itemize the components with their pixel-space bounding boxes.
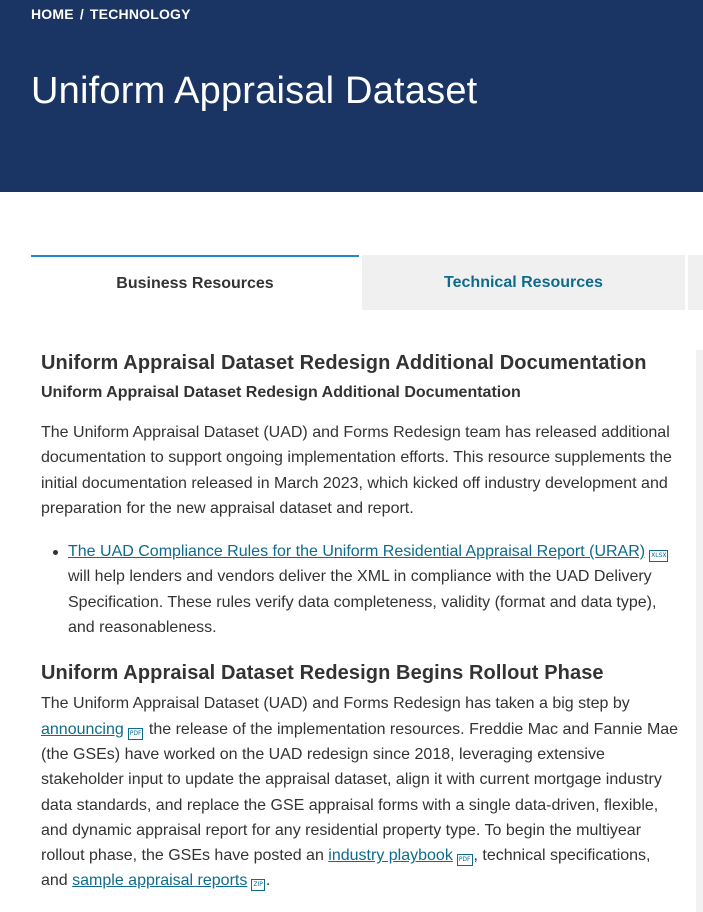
uad-compliance-rules-link[interactable]: The UAD Compliance Rules for the Uniform Residential Appraisal Report (URAR) — [68, 543, 646, 561]
page-title: Uniform Appraisal Dataset — [31, 70, 478, 112]
tab-technical-resources[interactable]: Technical Resources — [362, 255, 685, 310]
sample-appraisal-reports-link[interactable]: sample appraisal reports — [72, 872, 248, 890]
list-item-text: will help lenders and vendors deliver the XML in compliance with the UAD Delivery Specification. These rules verify data completeness, validity (format and data type), and reasonableness. — [68, 568, 657, 637]
section-heading-additional-documentation: Uniform Appraisal Dataset Redesign Additional Documentation — [41, 352, 647, 374]
breadcrumb-home-link[interactable]: HOME — [31, 6, 74, 22]
section-subheading: Uniform Appraisal Dataset Redesign Additional Documentation — [41, 384, 521, 401]
breadcrumb-technology-link[interactable]: TECHNOLOGY — [89, 6, 191, 22]
zip-file-icon: ZIP — [251, 879, 265, 891]
breadcrumb — [31, 6, 191, 22]
pdf-file-icon: PDF — [457, 854, 473, 866]
list-item — [68, 539, 681, 640]
resource-tabs — [31, 255, 703, 310]
intro-paragraph: The Uniform Appraisal Dataset (UAD) and Forms Redesign team has released additional documentation to support ongoing implementation efforts. This resource supplements the initial documentation released in March 2023, which kicked off industry development and preparation for the new appraisal dataset and report. — [41, 424, 672, 517]
announcing-link[interactable]: announcing — [41, 720, 124, 738]
rollout-text-1: The Uniform Appraisal Dataset (UAD) and Forms Redesign has taken a big step by — [41, 695, 630, 713]
industry-playbook-link[interactable]: industry playbook — [328, 847, 453, 865]
rollout-text-4: . — [265, 872, 271, 890]
tab-panel-content — [41, 352, 681, 894]
breadcrumb-separator: / — [79, 6, 84, 22]
xlsx-file-icon: XLSX — [649, 550, 668, 562]
rollout-text-2: the release of the implementation resources. Freddie Mac and Fannie Mae (the GSEs) have worked on the UAD redesign since 2018, leveraging extensive stakeholder input to update the appraisal dataset, align it with current mortgage industry data standards, and replace the GSE appraisal forms with a single data-driven, flexible, and dynamic appraisal report for any residential property type. To begin the multiyear rollout phase, the GSEs have posted an — [41, 720, 679, 865]
rollout-text-3: , technical specifications, and — [41, 847, 651, 890]
pdf-file-icon: PDF — [128, 728, 144, 740]
panel-scrollbar[interactable] — [696, 350, 703, 912]
documentation-list — [41, 539, 681, 640]
tab-business-resources[interactable]: Business Resources — [31, 255, 359, 310]
page-header — [0, 0, 703, 192]
rollout-paragraph — [41, 691, 681, 893]
section-heading-rollout-phase: Uniform Appraisal Dataset Redesign Begins Rollout Phase — [41, 662, 604, 685]
tab-overflow-stub[interactable] — [688, 255, 703, 310]
